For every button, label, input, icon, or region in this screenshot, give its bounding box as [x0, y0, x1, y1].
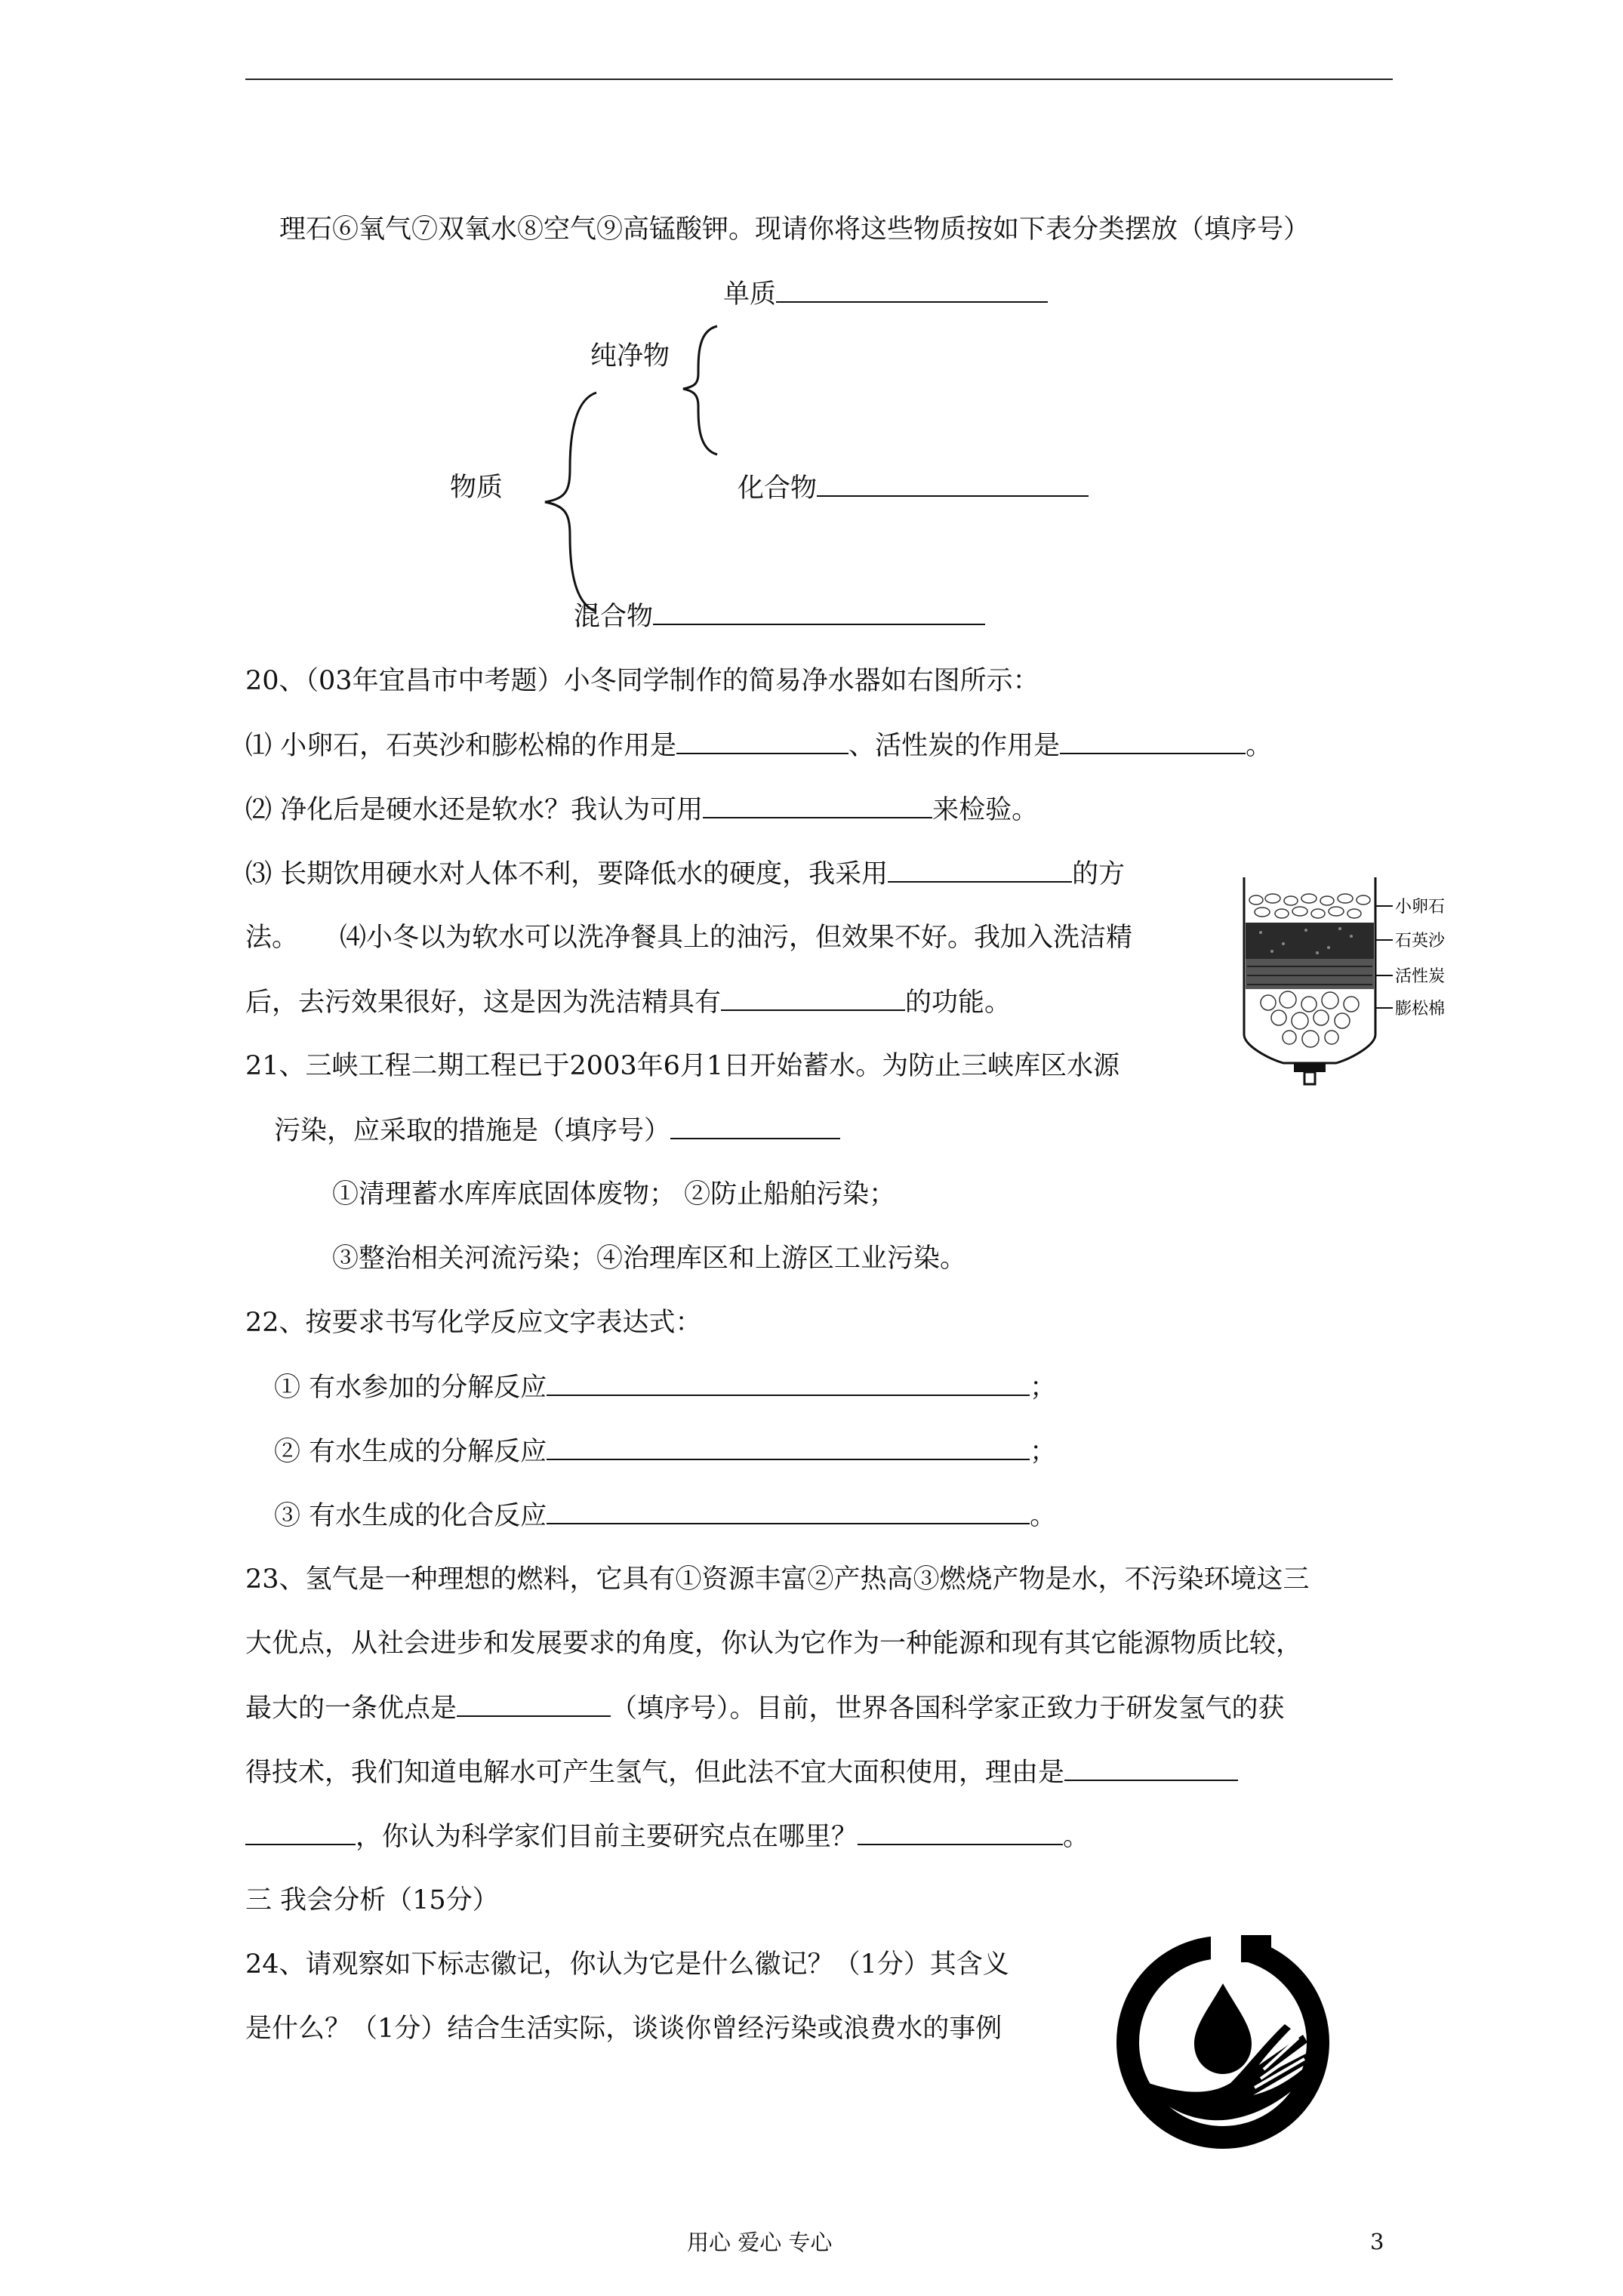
- q22-item2-text: ② 有水生成的分解反应: [274, 1437, 547, 1467]
- tree-chunjingwu: 纯净物: [590, 341, 670, 371]
- q20-p1-text-c: 。: [1246, 731, 1273, 761]
- q23-line4: [245, 1754, 1238, 1791]
- blank-q20-5[interactable]: [721, 984, 905, 1011]
- q20-p1-text-b: 、活性炭的作用是: [848, 731, 1061, 761]
- filter-outlet: [1294, 1063, 1326, 1072]
- q20-p3: [245, 855, 1125, 892]
- header-rule: [245, 79, 1393, 80]
- q20-p3-text-b: 的方: [1072, 859, 1126, 889]
- q24-line2: 是什么？（1分）结合生活实际，谈谈你曾经污染或浪费水的事例: [245, 2014, 1002, 2044]
- tree-huahewu-label: 化合物: [738, 473, 818, 504]
- q21-line1: 21、三峡工程二期工程已于2003年6月1日开始蓄水。为防止三峡库区水源: [245, 1051, 1120, 1081]
- blank-q22-3[interactable]: [547, 1497, 1030, 1524]
- q22-item3-text: ③ 有水生成的化合反应: [274, 1501, 547, 1531]
- q20-p1: [245, 727, 1272, 764]
- section3-title: 三 我会分析（15分）: [245, 1885, 499, 1915]
- q22-title: 22、按要求书写化学反应文字表达式：: [245, 1308, 702, 1338]
- brace-chunjingwu: [683, 326, 717, 455]
- blank-q22-1[interactable]: [547, 1369, 1030, 1396]
- filter-label-cotton: 膨松棉: [1395, 1000, 1446, 1019]
- q22-item1-text: ① 有水参加的分解反应: [274, 1373, 547, 1403]
- blank-q22-2[interactable]: [547, 1433, 1030, 1460]
- emblem-top-gap: [1211, 1934, 1241, 1970]
- emblem-top-block: [1241, 1935, 1271, 1962]
- water-saving-emblem: [1110, 1929, 1336, 2156]
- tree-wuzhi: 物质: [450, 473, 504, 503]
- q23-line5: [245, 1818, 1089, 1855]
- q23-line1: 23、氢气是一种理想的燃料，它具有①资源丰富②产热高③燃烧产物是水，不污染环境这三: [245, 1564, 1310, 1595]
- q21-line2-text: 污染，应采取的措施是（填序号）: [274, 1116, 671, 1146]
- q23-line3: [245, 1690, 1285, 1727]
- q20-p4-text-c: 的功能。: [905, 988, 1012, 1018]
- q20-p4-text-a: ⑷小冬以为软水可以洗净餐具上的油污，但效果不好。我加入洗洁精: [340, 923, 1133, 953]
- tree-danzhi: [723, 276, 1048, 313]
- q22-item3-end: 。: [1030, 1501, 1057, 1531]
- q23-line3-text-b: （填序号）。目前，世界各国科学家正致力于研发氢气的获: [611, 1693, 1285, 1724]
- tree-hunhewu-label: 混合物: [574, 602, 654, 632]
- q20-p4-text-b: 后，去污效果很好，这是因为洗洁精具有: [245, 988, 722, 1018]
- water-filter-diagram: [1238, 861, 1472, 1087]
- blank-danzhi[interactable]: [776, 276, 1048, 303]
- q21-opt1: ①清理蓄水库库底固体废物； ②防止船舶污染；: [332, 1179, 896, 1210]
- q22-item2-end: ；: [1030, 1437, 1057, 1467]
- blank-q23-4[interactable]: [858, 1818, 1063, 1845]
- blank-q23-1[interactable]: [457, 1690, 611, 1717]
- water-filter-svg: [1238, 861, 1472, 1087]
- q23-line2: 大优点，从社会进步和发展要求的角度，你认为它作为一种能源和现有其它能源物质比较，: [245, 1629, 1303, 1659]
- q24-line1: 24、请观察如下标志徽记，你认为它是什么徽记？（1分）其含义: [245, 1949, 1009, 1980]
- q20-p3-text-a: ⑶ 长期饮用硬水对人体不利，要降低水的硬度，我采用: [245, 859, 888, 889]
- footer-motto: 用心 爱心 专心: [687, 2230, 833, 2255]
- blank-q20-1[interactable]: [676, 727, 848, 754]
- q20-p4b: [245, 984, 1011, 1021]
- q23-line5-text-b: 。: [1063, 1822, 1090, 1852]
- page-number: 3: [1370, 2229, 1384, 2254]
- cotton-layer: [1261, 991, 1359, 1047]
- q20-p2-text-b: 来检验。: [932, 795, 1039, 825]
- filter-label-pebble: 小卵石: [1395, 898, 1446, 917]
- q21-line2: [274, 1112, 840, 1149]
- brace-wuzhi: [545, 393, 596, 612]
- blank-q20-4[interactable]: [888, 855, 1072, 883]
- blank-huahewu[interactable]: [817, 470, 1089, 497]
- tree-huahewu: [738, 470, 1089, 507]
- q23-line4-text: 得技术，我们知道电解水可产生氢气，但此法不宜大面积使用，理由是: [245, 1758, 1065, 1788]
- blank-q21[interactable]: [670, 1112, 840, 1139]
- blank-q20-2[interactable]: [1060, 727, 1246, 754]
- classification-braces: [528, 317, 740, 619]
- q20-p4: [245, 920, 1132, 956]
- q22-item1: [274, 1369, 1056, 1406]
- q20-p2: [245, 791, 1038, 828]
- leader-lines: [1375, 906, 1393, 1008]
- filter-spout: [1304, 1072, 1315, 1084]
- q23-line5-text-a: ，你认为科学家们目前主要研究点在哪里？: [356, 1822, 858, 1852]
- blank-q20-3[interactable]: [703, 791, 932, 818]
- emblem-svg: [1110, 1929, 1336, 2156]
- tree-danzhi-label: 单质: [723, 279, 777, 310]
- q23-line3-text-a: 最大的一条优点是: [245, 1693, 457, 1724]
- blank-q23-2[interactable]: [1064, 1754, 1238, 1781]
- q20-title: 20、（03年宜昌市中考题）小冬同学制作的简易净水器如右图所示：: [245, 666, 1039, 696]
- q20-p1-text-a: ⑴ 小卵石，石英沙和膨松棉的作用是: [245, 731, 677, 761]
- q20-p3-text-c: 法。: [245, 923, 299, 953]
- filter-label-carbon: 活性炭: [1395, 967, 1446, 986]
- q20-p2-text-a: ⑵ 净化后是硬水还是软水？我认为可用: [245, 795, 704, 825]
- water-drop-icon: [1194, 1983, 1252, 2074]
- filter-label-sand: 石英沙: [1395, 932, 1446, 951]
- q19-line1: 理石⑥氧气⑦双氧水⑧空气⑨高锰酸钾。现请你将这些物质按如下表分类摆放（填序号）: [279, 214, 1310, 245]
- q22-item2: [274, 1433, 1056, 1470]
- q22-item3: [274, 1497, 1056, 1534]
- quartz-sand-layer: [1246, 923, 1374, 959]
- q21-opt2: ③整治相关河流污染；④治理库区和上游区工业污染。: [332, 1244, 967, 1274]
- q22-item1-end: ；: [1030, 1373, 1057, 1403]
- blank-q23-3[interactable]: [245, 1818, 356, 1845]
